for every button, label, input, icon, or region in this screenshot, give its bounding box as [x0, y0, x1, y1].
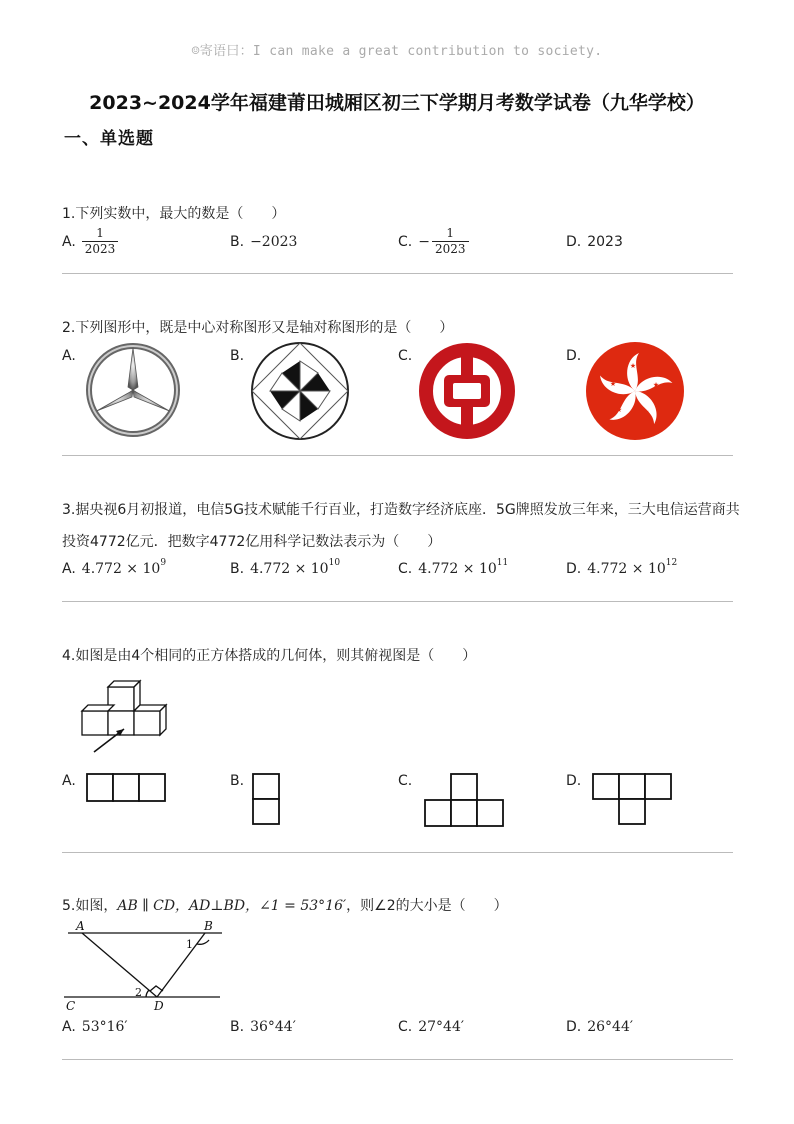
- top-view-option-d[interactable]: [592, 773, 676, 829]
- minus-sign: −: [418, 233, 430, 250]
- question-4-option-c-label[interactable]: C.: [398, 773, 413, 789]
- question-3-option-b[interactable]: [230, 558, 341, 577]
- denominator: 2023: [82, 241, 119, 257]
- stem-text: ，则∠2的大小是（ ）: [346, 898, 508, 914]
- divider: [62, 455, 733, 456]
- question-3-stem-line1: 3.据央视6月初报道，电信5G技术赋能千行百业，打造数字经济底座．5G牌照发放三年来，三大电信运营商共: [62, 502, 740, 518]
- svg-text:★: ★: [629, 362, 637, 370]
- divider: [62, 273, 733, 274]
- question-5-option-c[interactable]: [398, 1019, 464, 1035]
- question-2-option-a-label[interactable]: A.: [62, 348, 76, 364]
- svg-text:★: ★: [642, 408, 650, 416]
- divider: [62, 601, 733, 602]
- option-exponent: 11: [496, 558, 509, 568]
- option-exponent: 9: [160, 558, 167, 568]
- parallel-lines-figure: [62, 918, 227, 1014]
- option-label: B.: [230, 234, 245, 250]
- question-1-option-d[interactable]: [566, 234, 623, 250]
- divider: [62, 852, 733, 853]
- option-label: B.: [230, 1019, 245, 1035]
- option-base: 4.772 × 10: [587, 561, 666, 577]
- question-3-option-d[interactable]: [566, 558, 678, 577]
- angle-2-label: 2: [135, 986, 142, 999]
- watermark-motto: ☺寄语曰：I can make a great contribution to society.: [191, 44, 603, 59]
- option-value: 26°44′: [587, 1019, 634, 1035]
- svg-text:★: ★: [652, 381, 660, 389]
- question-1-option-b[interactable]: [230, 234, 297, 250]
- point-a-label: A: [76, 919, 85, 933]
- option-exponent: 10: [328, 558, 341, 568]
- question-3-option-a[interactable]: [62, 558, 167, 577]
- option-label: D.: [566, 1019, 582, 1035]
- option-value: 53°16′: [81, 1019, 128, 1035]
- option-label: C.: [398, 561, 413, 577]
- three-pointed-star-logo-icon[interactable]: [85, 342, 181, 438]
- stem-math: AB ∥ CD，AD⊥BD，∠1 = 53°16′: [117, 898, 347, 914]
- option-label: B.: [230, 561, 245, 577]
- option-value: −2023: [250, 234, 298, 250]
- option-label: C.: [398, 233, 413, 250]
- section-heading: 一、单选题: [64, 129, 154, 149]
- question-5-option-d[interactable]: [566, 1019, 633, 1035]
- fraction: [432, 226, 469, 257]
- bauhinia-flower-emblem-icon[interactable]: [586, 342, 684, 440]
- exam-title: 2023~2024学年福建莆田城厢区初三下学期月考数学试卷（九华学校）: [89, 92, 705, 114]
- point-c-label: C: [66, 999, 76, 1013]
- question-3-option-c[interactable]: [398, 558, 509, 577]
- option-label: C.: [398, 1019, 413, 1035]
- question-2-stem: 2.下列图形中，既是中心对称图形又是轴对称图形的是（ ）: [62, 320, 454, 336]
- option-value: 27°44′: [418, 1019, 465, 1035]
- question-3-stem-line2: 投资4772亿元．把数字4772亿用科学记数法表示为（ ）: [62, 534, 442, 550]
- svg-text:★: ★: [609, 380, 617, 388]
- option-base: 4.772 × 10: [418, 561, 497, 577]
- bank-of-china-logo-icon[interactable]: [418, 342, 516, 440]
- option-value: 36°44′: [250, 1019, 296, 1035]
- svg-text:★: ★: [615, 406, 623, 414]
- fraction: [82, 226, 119, 257]
- option-base: 4.772 × 10: [250, 561, 329, 577]
- question-4-stem: 4.如图是由4个相同的正方体搭成的几何体，则其俯视图是（ ）: [62, 648, 477, 664]
- option-label: D.: [566, 561, 582, 577]
- numerator: 1: [96, 226, 104, 240]
- question-2-option-b-label[interactable]: B.: [230, 348, 245, 364]
- question-1-option-a[interactable]: [62, 226, 118, 257]
- question-5-stem: [62, 895, 508, 915]
- question-4-option-d-label[interactable]: D.: [566, 773, 582, 789]
- option-label: A.: [62, 1019, 76, 1035]
- denominator: 2023: [432, 241, 469, 257]
- pinwheel-circle-icon[interactable]: [249, 340, 351, 442]
- question-1-option-c[interactable]: [398, 226, 469, 257]
- question-1-stem: 1.下列实数中，最大的数是（ ）: [62, 206, 286, 222]
- point-b-label: B: [204, 919, 213, 933]
- option-exponent: 12: [665, 558, 678, 568]
- question-4-option-b-label[interactable]: B.: [230, 773, 245, 789]
- option-label: A.: [62, 233, 76, 250]
- question-5-option-b[interactable]: [230, 1019, 296, 1035]
- option-value: 2023: [587, 234, 623, 250]
- question-2-option-d-label[interactable]: D.: [566, 348, 582, 364]
- numerator: 1: [446, 226, 455, 240]
- divider: [62, 1059, 733, 1060]
- top-view-option-c[interactable]: [424, 773, 508, 829]
- question-2-option-c-label[interactable]: C.: [398, 348, 413, 364]
- angle-1-label: 1: [186, 938, 193, 951]
- question-4-option-a-label[interactable]: A.: [62, 773, 76, 789]
- option-base: 4.772 × 10: [81, 561, 161, 577]
- question-5-option-a[interactable]: [62, 1019, 128, 1035]
- cube-stack-figure: [76, 676, 176, 756]
- top-view-option-a[interactable]: [86, 773, 168, 803]
- stem-text: 5.如图，: [62, 898, 118, 914]
- point-d-label: D: [154, 999, 164, 1013]
- option-label: A.: [62, 561, 76, 577]
- top-view-option-b[interactable]: [252, 773, 282, 827]
- option-label: D.: [566, 234, 582, 250]
